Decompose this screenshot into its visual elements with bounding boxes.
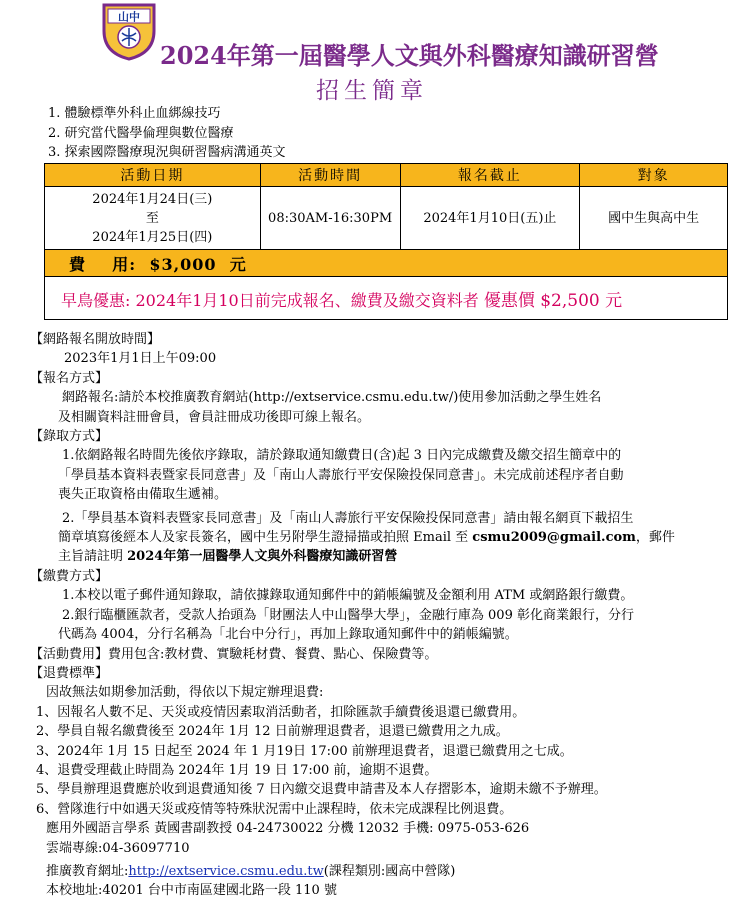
page-subtitle: 招生簡章 bbox=[316, 78, 428, 104]
refund-item: 2、學員自報名繳費後至 2024年 1月 12 日前辦理退費者，退還已繳費用之九成。 bbox=[36, 724, 509, 740]
target-cell: 國中生與高中生 bbox=[580, 187, 728, 250]
admission-line: 主旨請註明 2024年第一屆醫學人文與外科醫療知識研習營 bbox=[58, 549, 398, 565]
early-bird-text: 早鳥優惠: 2024年1月10日前完成報名、繳費及繳交資料者 bbox=[61, 290, 484, 310]
date-start: 2024年1月24日(三) bbox=[92, 191, 213, 207]
refund-intro: 因故無法如期參加活動，得依以下規定辦理退費: bbox=[46, 685, 324, 701]
website-link[interactable]: http://extservice.csmu.edu.tw bbox=[128, 863, 324, 879]
header-deadline: 報名截止 bbox=[400, 164, 580, 187]
section-header-payment: 【繳費方式】 bbox=[30, 568, 109, 584]
refund-item: 4、退費受理截止時間為 2024年 1月 19 日 17:00 前，逾期不退費。 bbox=[36, 762, 438, 778]
online-open-time: 2023年1月1日上午09:00 bbox=[64, 351, 217, 367]
method-line: 及相關資料註冊會員，會員註冊成功後即可線上報名。 bbox=[58, 409, 371, 425]
university-logo bbox=[98, 3, 160, 61]
schedule-table bbox=[44, 163, 728, 320]
activity-time-cell: 08:30AM-16:30PM bbox=[260, 187, 400, 250]
refund-item: 5、學員辦理退費應於收到退費通知後 7 日內繳交退費申請書及本人存摺影本，逾期未繳不予辦理。 bbox=[36, 782, 607, 798]
header-activity-time: 活動時間 bbox=[260, 164, 400, 187]
section-header-online: 【網路報名開放時間】 bbox=[30, 332, 161, 347]
section-header-admission: 【錄取方式】 bbox=[30, 429, 109, 445]
fee-cell: 費 用: $3,000 元 bbox=[45, 250, 728, 277]
early-bird-price: 優惠價 $2,500 元 bbox=[483, 290, 623, 311]
deadline-cell: 2024年1月10日(五)止 bbox=[400, 187, 580, 250]
fees-line bbox=[30, 645, 730, 664]
admission-line: 1.依網路報名時間先後依序錄取，請於錄取通知繳費日(含)起 3 日內完成繳費及繳交招生簡章中的 bbox=[62, 448, 622, 464]
refund-item: 1、因報名人數不足、天災或疫情因素取消活動者，扣除匯款手續費後退還已繳費用。 bbox=[36, 704, 526, 720]
date-end: 2024年1月25日(四) bbox=[92, 229, 213, 245]
header-target: 對象 bbox=[580, 164, 728, 187]
goals-list bbox=[48, 104, 286, 163]
goal-item: 3. 探索國際醫療現況與研習醫病溝通英文 bbox=[48, 145, 286, 160]
admission-line: 簡章填寫後經本人及家長簽名，國中生另附學生證掃描或拍照 Email 至 csmu2009@gmail.com，郵件 bbox=[58, 530, 675, 546]
school-address: 本校地址:40201 台中市南區建國北路一段 110 號 bbox=[46, 883, 337, 899]
fees-text: 費用包含:教材費、實驗耗材費、餐費、點心、保險費等。 bbox=[108, 646, 438, 662]
admission-line: 2.「學員基本資料表暨家長同意書」及「南山人壽旅行平安保險投保同意書」請由報名網頁下載招生 bbox=[62, 510, 634, 526]
contact-hotline: 雲端專線:04-36097710 bbox=[46, 840, 190, 856]
early-bird-cell bbox=[45, 277, 728, 320]
page-title: 2024年第一屆醫學人文與外科醫療知識研習營 bbox=[160, 41, 659, 70]
section-header-fees: 【活動費用】 bbox=[30, 646, 109, 662]
date-to: 至 bbox=[145, 210, 159, 226]
payment-line: 代碼為 4004，分行名稱為「北台中分行」，再加上錄取通知郵件中的銷帳編號。 bbox=[58, 627, 518, 643]
contact-person: 應用外國語言學系 黃國書副教授 04-24730022 分機 12032 手機: 0975-053-626 bbox=[46, 821, 530, 837]
website-line: 推廣教育網址:http://extservice.csmu.edu.tw(課程類別:國高中營隊) bbox=[46, 863, 456, 879]
admission-line: 喪失正取資格由備取生遞補。 bbox=[58, 487, 228, 503]
refund-item: 3、2024年 1月 15 日起至 2024 年 1 月19日 17:00 前辦理退費者，退還已繳費用之七成。 bbox=[36, 743, 573, 759]
details-section bbox=[30, 330, 730, 901]
activity-date-cell bbox=[45, 187, 261, 250]
payment-line: 2.銀行臨櫃匯款者，受款人抬頭為「財團法人中山醫學大學」，金融行庫為 009 彰化商業銀行，分行 bbox=[62, 607, 634, 623]
email-subject: 2024年第一屆醫學人文與外科醫療知識研習營 bbox=[127, 549, 398, 565]
admission-line: 「學員基本資料表暨家長同意書」及「南山人壽旅行平安保險投保同意書」。未完成前述程序者自動 bbox=[58, 467, 624, 483]
logo-text: 山中 bbox=[118, 10, 140, 24]
goal-item: 1. 體驗標準外科止血綁線技巧 bbox=[48, 106, 221, 121]
goal-item: 2. 研究當代醫學倫理與數位醫療 bbox=[48, 125, 234, 141]
section-header-method: 【報名方式】 bbox=[30, 370, 109, 386]
method-line: 網路報名:請於本校推廣教育網站(http://extservice.csmu.edu.tw/)使用參加活動之學生姓名 bbox=[62, 390, 602, 406]
refund-item: 6、營隊進行中如遇天災或疫情等特殊狀況需中止課程時，依未完成課程比例退費。 bbox=[36, 801, 513, 817]
header-activity-date: 活動日期 bbox=[45, 164, 261, 187]
contact-email: csmu2009@gmail.com bbox=[472, 530, 636, 546]
payment-line: 1.本校以電子郵件通知錄取，請依據錄取通知郵件中的銷帳編號及金額利用 ATM 或網路銀行繳費。 bbox=[62, 588, 634, 604]
section-header-refund: 【退費標準】 bbox=[30, 665, 109, 681]
